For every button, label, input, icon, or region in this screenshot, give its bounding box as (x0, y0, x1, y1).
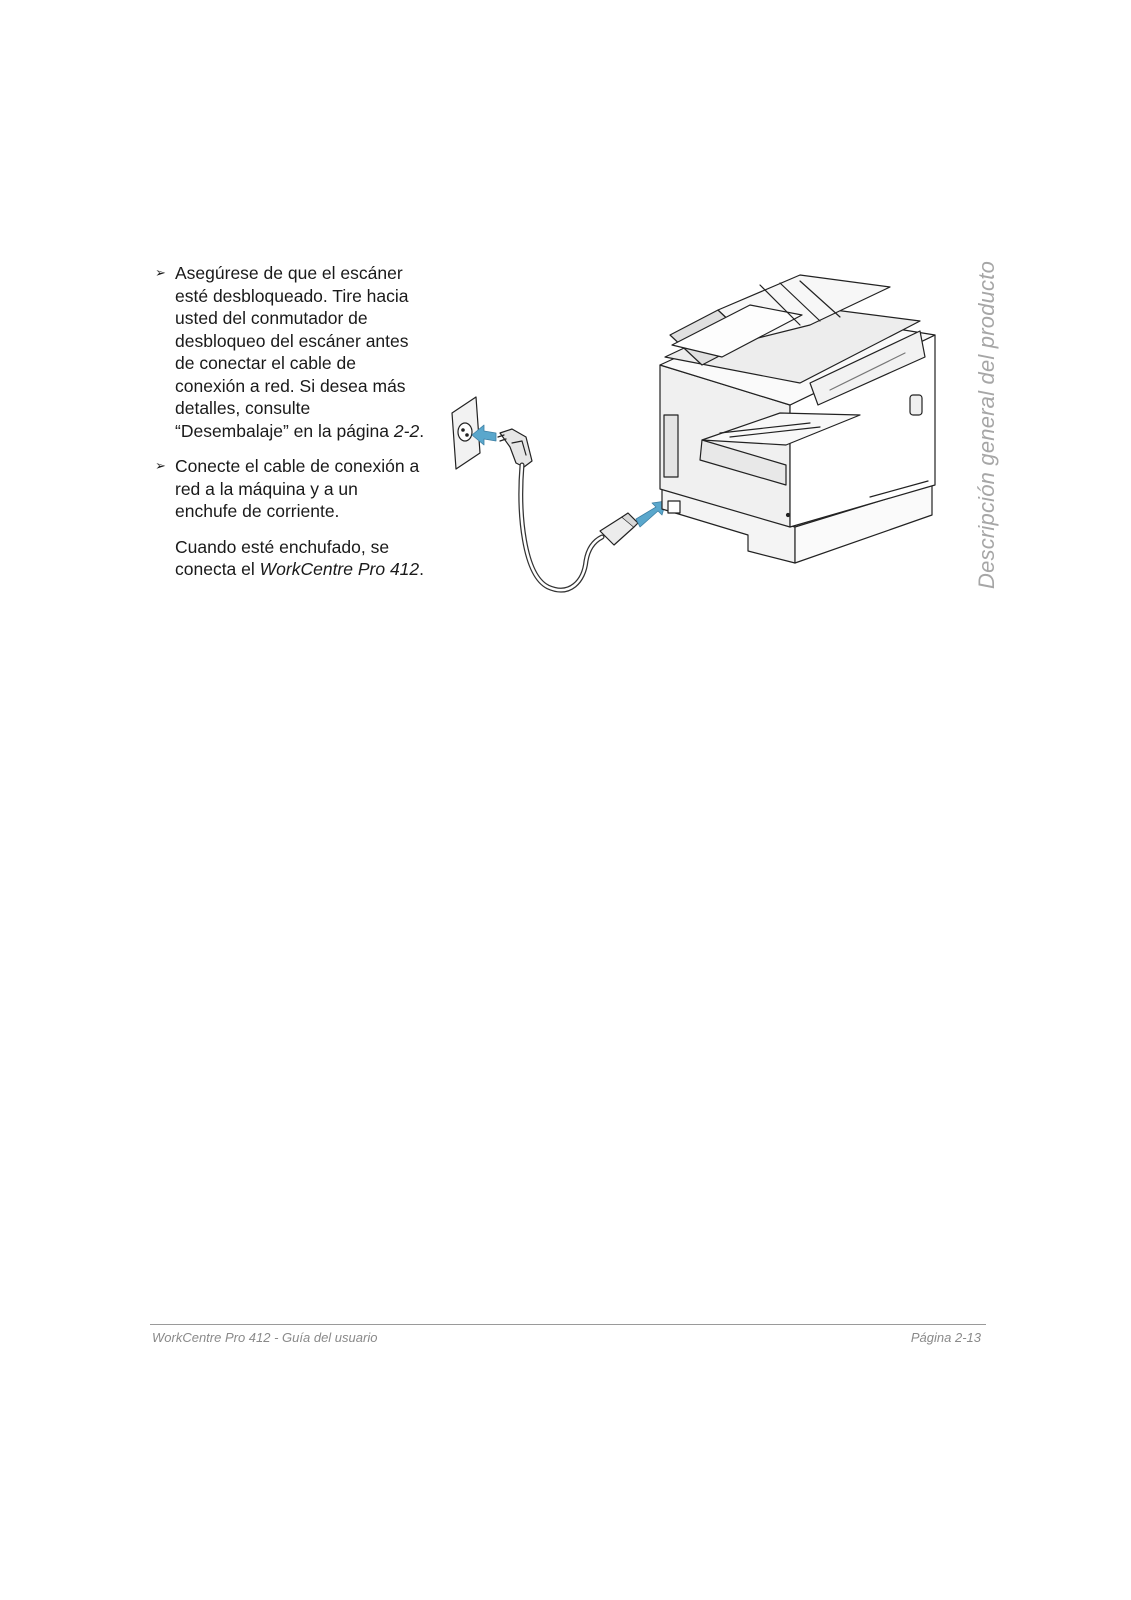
product-name: WorkCentre Pro 412 (259, 559, 420, 579)
instruction-item-connect-cable (155, 455, 425, 523)
bullet-arrow-icon: ➢ (155, 458, 166, 473)
instruction-text: Conecte el cable de conexión a red a la máquina y a un enchufe de corriente. (175, 456, 420, 521)
page-reference-link[interactable]: 2-2 (393, 420, 420, 441)
power-connector-icon (600, 513, 638, 545)
note-text: Cuando esté enchufado, se conecta el (175, 536, 390, 579)
footer-document-title: WorkCentre Pro 412 - Guía del usuario (152, 1330, 378, 1345)
workcentre-machine (660, 275, 935, 563)
instruction-column (155, 262, 425, 581)
side-section-title: Descripción general del producto (974, 260, 999, 590)
footer-divider (150, 1324, 986, 1325)
power-on-note (155, 536, 425, 581)
bullet-arrow-icon: ➢ (155, 265, 166, 280)
instruction-text: Asegúrese de que el escáner esté desbloqueado. Tire hacia usted del conmutador de desbloqueo del escáner antes de conectar el cable de conexión a red. Si desea más detalles, consulte “Desembalaje” en la página (175, 263, 409, 441)
instruction-suffix: . (419, 420, 425, 441)
note-suffix: . (419, 559, 425, 579)
power-connection-illustration (450, 265, 965, 625)
instruction-item-unlock-scanner (155, 262, 425, 442)
footer-page-number: Página 2-13 (910, 1330, 981, 1345)
power-plug-icon (498, 429, 532, 467)
